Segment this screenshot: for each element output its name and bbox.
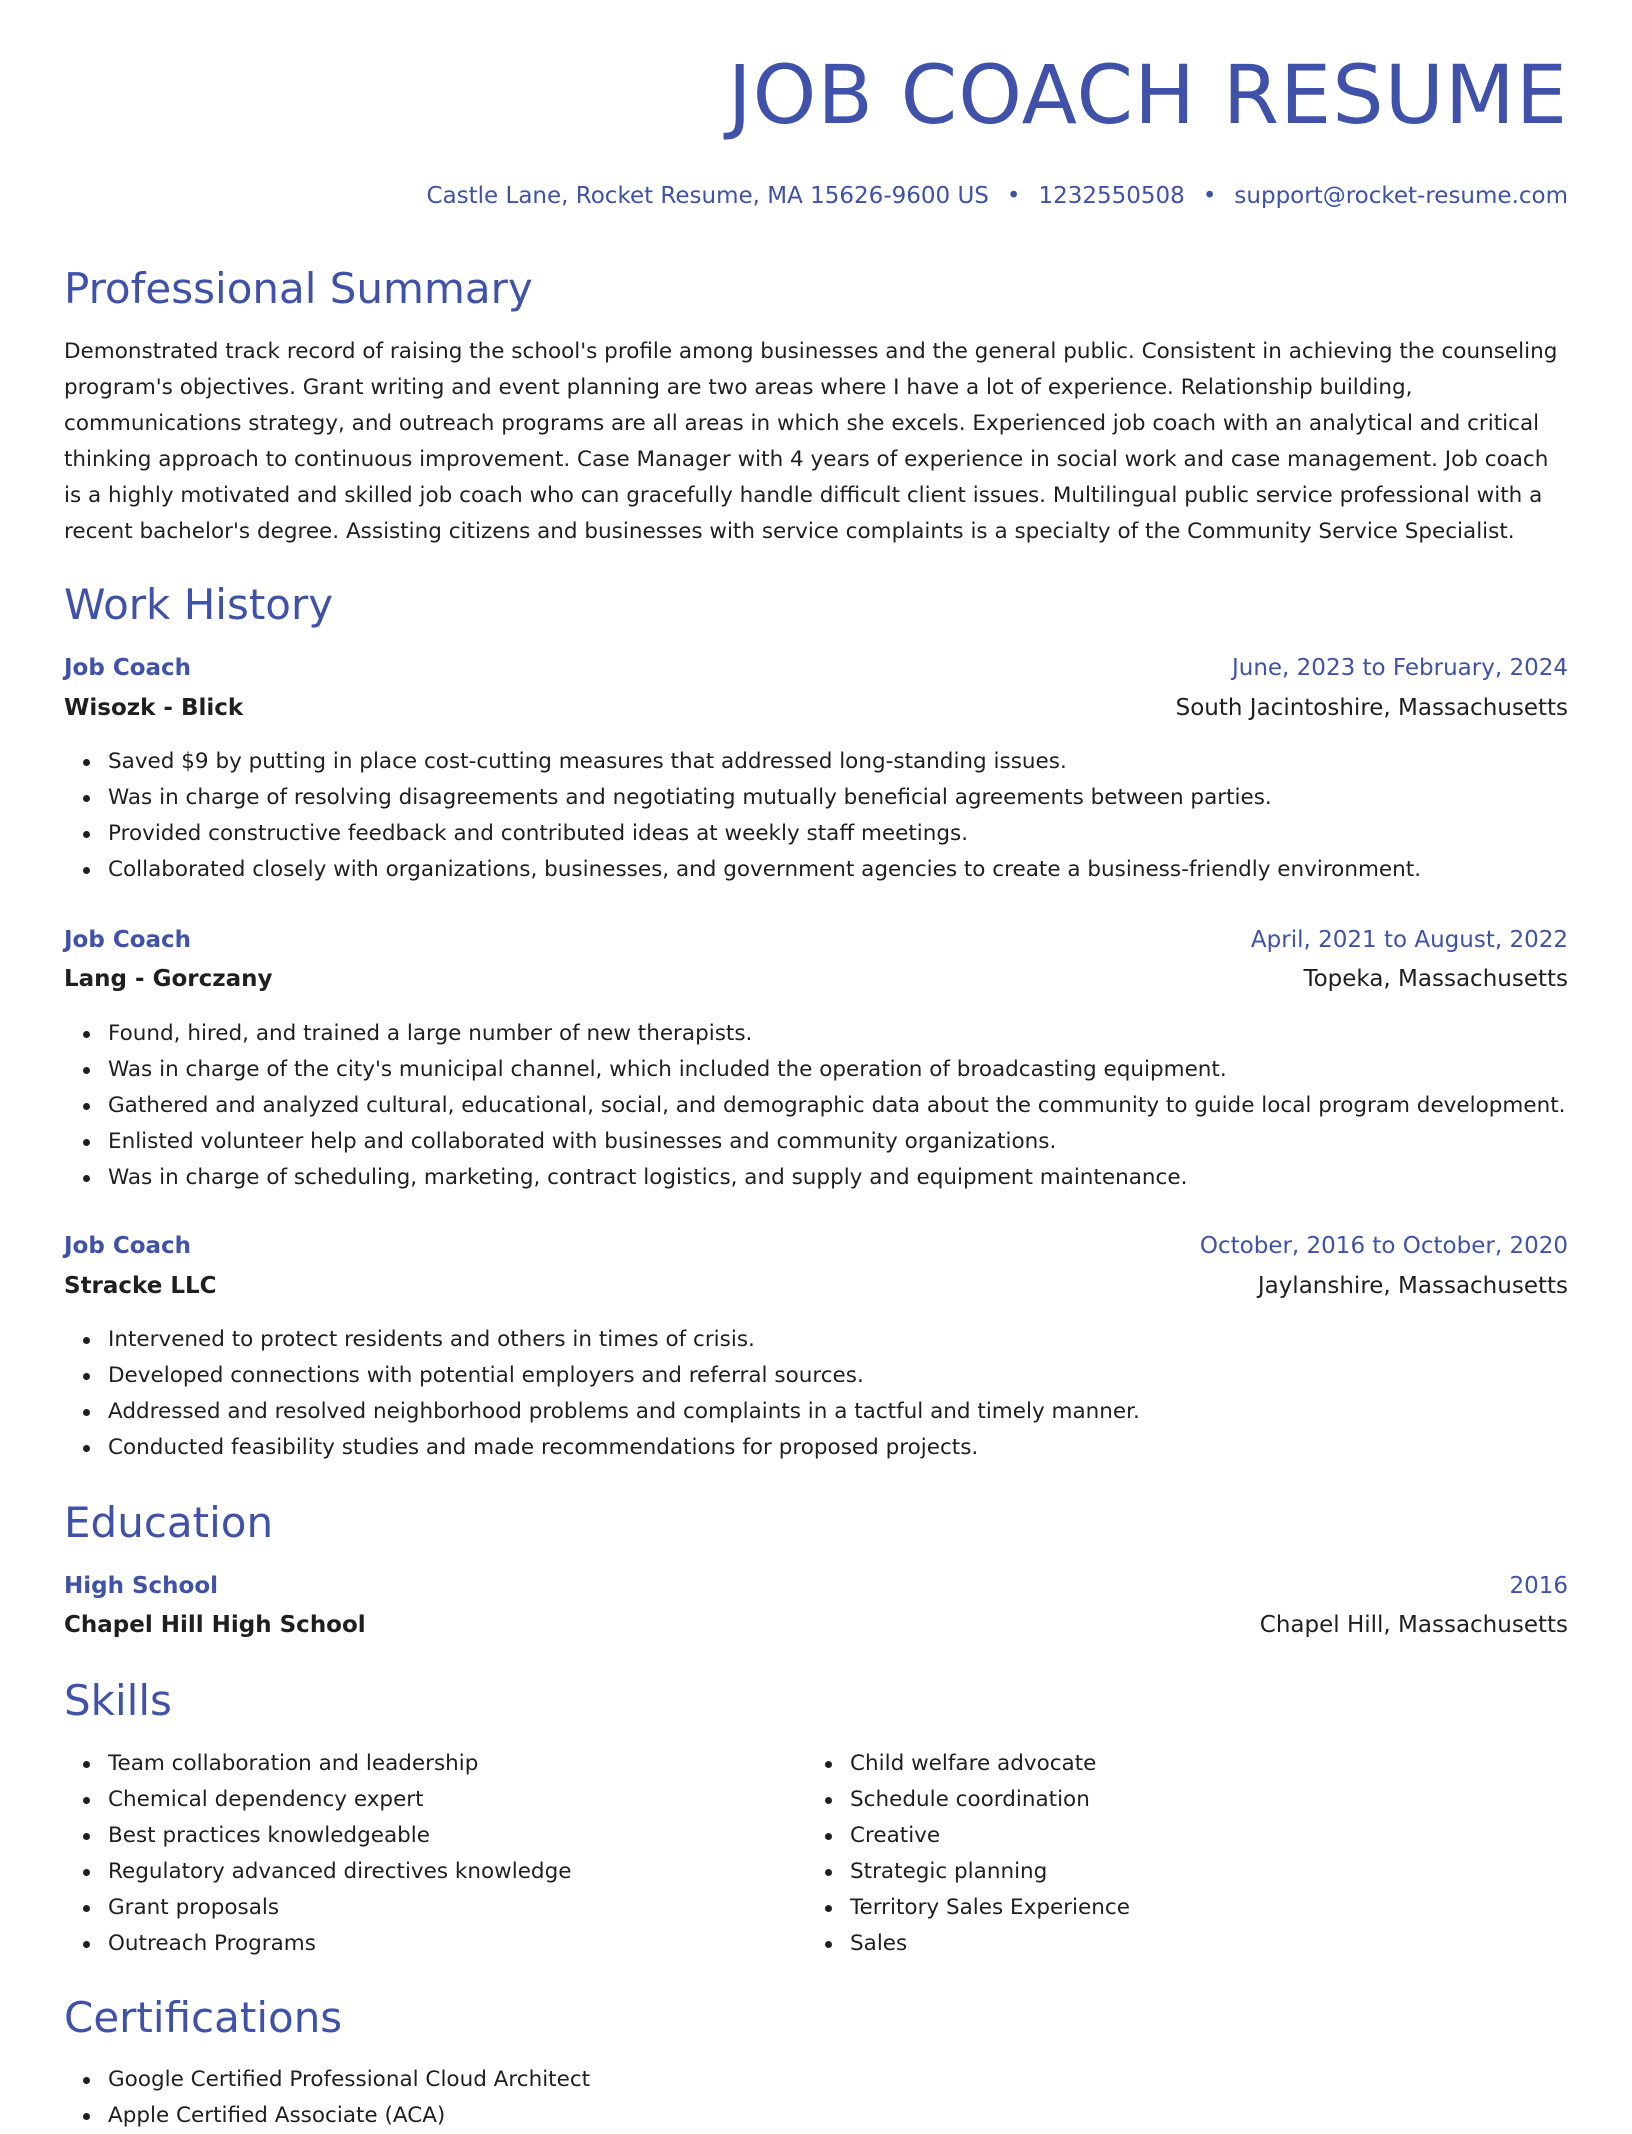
skill-item: Sales: [850, 1926, 1130, 1962]
list-item: Conducted feasibility studies and made recommendations for proposed projects.: [108, 1430, 1140, 1466]
skills-list-right: [806, 1746, 1130, 1962]
list-item: Developed connections with potential employers and referral sources.: [108, 1358, 1140, 1394]
education-subheader: [64, 1609, 1568, 1641]
skill-item: Grant proposals: [108, 1890, 571, 1926]
job-header: [64, 1230, 1568, 1262]
list-item: Provided constructive feedback and contributed ideas at weekly staff meetings.: [108, 816, 1421, 852]
contact-address: Castle Lane, Rocket Resume, MA 15626-9600 US: [426, 183, 989, 209]
job-dates: October, 2016 to October, 2020: [1199, 1233, 1568, 1259]
job-subheader: [64, 963, 1568, 995]
skill-item: Schedule coordination: [850, 1782, 1130, 1818]
job-subheader: [64, 692, 1568, 724]
list-item: Was in charge of resolving disagreements and negotiating mutually beneficial agreements between parties.: [108, 780, 1421, 816]
certification-item: Apple Certified Associate (ACA): [108, 2098, 590, 2134]
job-company: Stracke LLC: [64, 1273, 217, 1299]
skill-item: Territory Sales Experience: [850, 1890, 1130, 1926]
summary-heading: Professional Summary: [64, 264, 533, 313]
education-school: Chapel Hill High School: [64, 1612, 366, 1638]
skill-item: Creative: [850, 1818, 1130, 1854]
job-dates: June, 2023 to February, 2024: [1231, 655, 1568, 681]
skill-item: Outreach Programs: [108, 1926, 571, 1962]
certification-item: Google Certified Professional Cloud Architect: [108, 2062, 590, 2098]
contact-separator: •: [1006, 183, 1021, 209]
contact-phone: 1232550508: [1038, 183, 1185, 209]
list-item: Collaborated closely with organizations, businesses, and government agencies to create a business-friendly environment.: [108, 852, 1421, 888]
list-item: Addressed and resolved neighborhood problems and complaints in a tactful and timely manner.: [108, 1394, 1140, 1430]
job-dates: April, 2021 to August, 2022: [1250, 927, 1568, 953]
education-header: [64, 1570, 1568, 1602]
education-degree: High School: [64, 1573, 219, 1599]
education-year: 2016: [1509, 1573, 1568, 1599]
skill-item: Chemical dependency expert: [108, 1782, 571, 1818]
job-title: Job Coach: [64, 655, 192, 681]
list-item: Found, hired, and trained a large number of new therapists.: [108, 1016, 1565, 1052]
skill-item: Strategic planning: [850, 1854, 1130, 1890]
contact-email[interactable]: support@rocket-resume.com: [1234, 183, 1568, 209]
list-item: Saved $9 by putting in place cost-cutting measures that addressed long-standing issues.: [108, 744, 1421, 780]
contact-separator: •: [1202, 183, 1217, 209]
job-bullets: [64, 1322, 1140, 1466]
job-header: [64, 652, 1568, 684]
certifications-list: [64, 2062, 590, 2134]
job-title: Job Coach: [64, 1233, 192, 1259]
skills-list-left: [64, 1746, 571, 1962]
list-item: Was in charge of the city's municipal channel, which included the operation of broadcasting equipment.: [108, 1052, 1565, 1088]
skill-item: Child welfare advocate: [850, 1746, 1130, 1782]
list-item: Gathered and analyzed cultural, educational, social, and demographic data about the community to guide local program development.: [108, 1088, 1565, 1124]
job-bullets: [64, 1016, 1565, 1196]
job-header: [64, 924, 1568, 956]
job-location: Jaylanshire, Massachusetts: [1257, 1273, 1568, 1299]
certifications-heading: Certifications: [64, 1993, 343, 2042]
list-item: Was in charge of scheduling, marketing, contract logistics, and supply and equipment maintenance.: [108, 1160, 1565, 1196]
job-location: South Jacintoshire, Massachusetts: [1175, 695, 1568, 721]
summary-text: Demonstrated track record of raising the school's profile among businesses and the general public. Consistent in achieving the counseling program's objectives. Grant writing and event planning are two areas where I have a lot of experience. Relationship building, communications strategy, and outreach programs are all areas in which she excels. Experienced job coach with an analytical and critical thinking approach to continuous improvement. Case Manager with 4 years of experience in social work and case management. Job coach is a highly motivated and skilled job coach who can gracefully handle difficult client issues. Multilingual public service professional with a recent bachelor's degree. Assisting citizens and businesses with service complaints is a specialty of the Community Service Specialist.: [64, 339, 1558, 544]
list-item: Enlisted volunteer help and collaborated with businesses and community organizations.: [108, 1124, 1565, 1160]
education-heading: Education: [64, 1498, 274, 1547]
skill-item: Team collaboration and leadership: [108, 1746, 571, 1782]
job-company: Lang - Gorczany: [64, 966, 273, 992]
job-company: Wisozk - Blick: [64, 695, 244, 721]
job-bullets: [64, 744, 1421, 888]
job-subheader: [64, 1270, 1568, 1302]
skill-item: Best practices knowledgeable: [108, 1818, 571, 1854]
job-title: Job Coach: [64, 927, 192, 953]
skill-item: Regulatory advanced directives knowledge: [108, 1854, 571, 1890]
skills-heading: Skills: [64, 1676, 172, 1725]
education-location: Chapel Hill, Massachusetts: [1259, 1612, 1568, 1638]
work-history-heading: Work History: [64, 580, 334, 629]
job-location: Topeka, Massachusetts: [1303, 966, 1568, 992]
contact-line: [427, 183, 1568, 209]
list-item: Intervened to protect residents and others in times of crisis.: [108, 1322, 1140, 1358]
resume-title: JOB COACH RESUME: [727, 49, 1568, 143]
